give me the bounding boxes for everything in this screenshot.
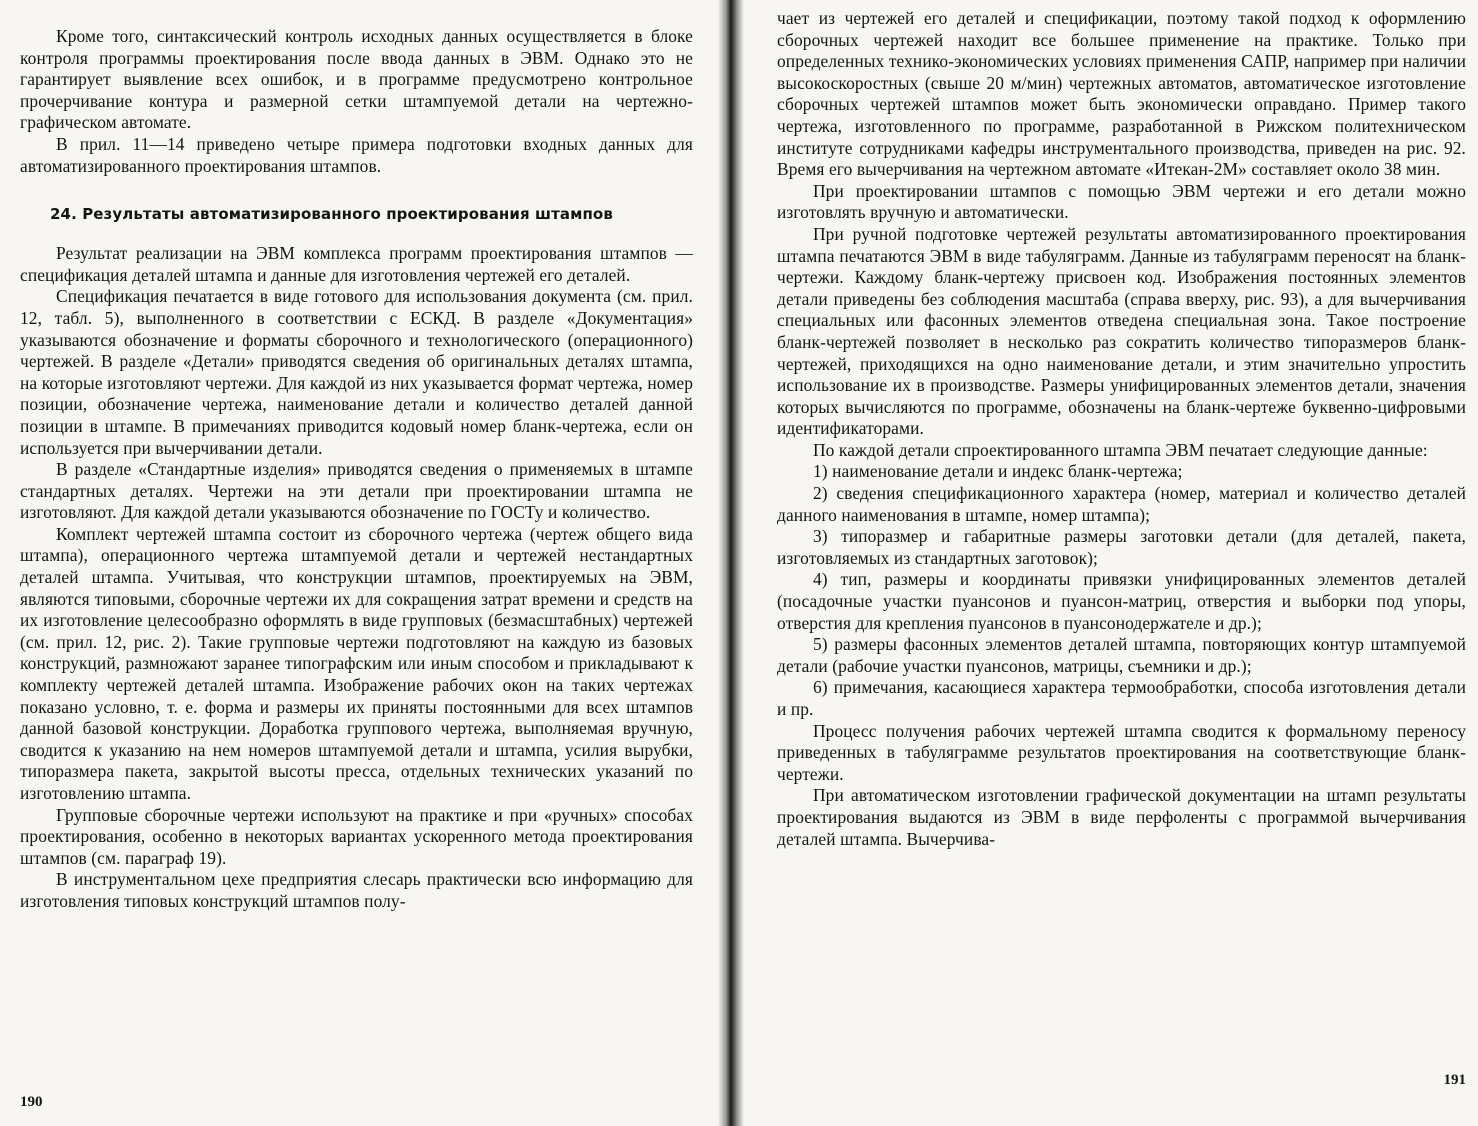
paragraph: Процесс получения рабочих чертежей штампа сводится к формальному переносу приведенных в табуляграмме результатов проектирования на соответствующие бланк-чертежи.: [777, 720, 1466, 784]
page-number: 190: [20, 1094, 43, 1110]
section-heading: 24. Результаты автоматизированного проектирования штампов: [50, 205, 613, 224]
paragraph: В разделе «Стандартные изделия» приводятся сведения о применяемых в штампе стандартных деталях. Чертежи на эти детали при проектировании штампа не изготовляют. Для каждой детали указываются обозначение по ГОСТу и количество.: [20, 459, 693, 523]
paragraph: В прил. 11—14 приведено четыре примера подготовки входных данных для автоматизированного проектирования штампов.: [20, 133, 693, 176]
list-item: 4) тип, размеры и координаты привязки унифицированных элементов деталей (посадочные участки пуансонов и пуансон-матриц, отверстия и выборки под упоры, отверстия для крепления пуансонов в пуансонодержателе и др.);: [777, 569, 1466, 633]
paragraph: Кроме того, синтаксический контроль исходных данных осуществляется в блоке контроля программы проектирования после ввода данных в ЭВМ. Однако это не гарантирует выявление всех ошибок, и в программе предусмотрено контрольное прочерчивание контура и размерной сетки штампуемой детали на чертежно-графическом автомате.: [20, 26, 693, 133]
paragraph: При ручной подготовке чертежей результаты автоматизированного проектирования штампа печатаются ЭВМ в виде табуляграмм. Данные из табуляграмм переносят на бланк-чертежи. Каждому бланк-чертежу присвоен код. Изображения постоянных элементов детали приведены без соблюдения масштаба (справа вверху, рис. 93), а для вычерчивания специальных или фасонных элементов отведена специальная зона. Такое построение бланк-чертежей позволяет в несколько раз сократить количество типоразмеров бланк-чертежей, приходящихся на одно наименование детали, и этим значительно упростить использование их в производстве. Размеры унифицированных элементов детали, значения которых вычисляются по программе, обозначены на бланк-чертеже буквенно-цифровыми идентификаторами.: [777, 223, 1466, 439]
paragraph: чает из чертежей его деталей и спецификации, поэтому такой подход к оформлению сборочных чертежей находит все большее применение на практике. Только при определенных технико-экономических условиях применения САПР, например при наличии высокоскоростных (свыше 20 м/мин) чертежных автоматов, автоматическое изготовление сборочных чертежей штампов может быть экономически оправдано. Пример такого чертежа, изготовленного по программе, разработанной в Рижском политехническом институте сотрудниками кафедры инструментального производства, приведен на рис. 92. Время его вычерчивания на чертежном автомате «Итекан-2М» составляет около 38 мин.: [777, 8, 1466, 180]
page-number: 191: [1443, 1072, 1466, 1088]
book-gutter: [718, 0, 744, 1126]
list-item: 5) размеры фасонных элементов деталей штампа, повторяющих контур штампуемой детали (рабочие участки пуансонов, матрицы, съемники и др.);: [777, 634, 1466, 676]
paragraph: При автоматическом изготовлении графической документации на штамп результаты проектирования выдаются из ЭВМ в виде перфоленты с программой вычерчивания деталей штампа. Вычерчива-: [777, 785, 1466, 849]
paragraph: В инструментальном цехе предприятия слесарь практически всю информацию для изготовления типовых конструкций штампов полу-: [20, 869, 693, 911]
paragraph: Результат реализации на ЭВМ комплекса программ проектирования штампов — спецификация деталей штампа и данные для изготовления чертежей его деталей.: [20, 243, 693, 285]
paragraph: Спецификация печатается в виде готового для использования документа (см. прил. 12, табл. 5), выполненного в соответствии с ЕСКД. В разделе «Документация» указываются обозначение и форматы сборочного и технологического (операционного) чертежей. В разделе «Детали» приводятся сведения об оригинальных деталях штампа, на которые изготовляют чертежи. Для каждой из них указывается формат чертежа, номер позиции, обозначение чертежа, наименование детали и количество деталей данной позиции в штампе. В примечаниях приводится кодовый номер бланк-чертежа, если он используется при вычерчивании детали.: [20, 286, 693, 458]
paragraph: Комплект чертежей штампа состоит из сборочного чертежа (чертеж общего вида штампа), операционного чертежа штампуемой детали и чертежей нестандартных деталей штампа. Учитывая, что конструкции штампов, проектируемых на ЭВМ, являются типовыми, сборочные чертежи их для сокращения затрат времени и средств на их изготовление целесообразно оформлять в виде групповых (безмасштабных) чертежей (см. прил. 12, рис. 2). Такие групповые чертежи подготовляют на каждую из базовых конструкций, размножают заранее типографским или иным способом и прикладывают к комплекту чертежей деталей штампа. Изображение рабочих окон на таких чертежах показано условно, т. е. форма и размеры их приняты постоянными для всех штампов данной базовой конструкции. Доработка группового чертежа, выполняемая вручную, сводится к указанию на нем номеров штампуемой детали и штампа, усилия вырубки, типоразмера пакета, закрытой высоты пресса, отдельных технических указаний по изготовлению штампа.: [20, 523, 693, 803]
left-page: [0, 0, 737, 1126]
list-item: 6) примечания, касающиеся характера термообработки, способа изготовления детали и пр.: [777, 677, 1466, 719]
right-page: [737, 0, 1478, 1126]
list-item: 3) типоразмер и габаритные размеры заготовки детали (для деталей, пакета, изготовляемых из стандартных заготовок);: [777, 526, 1466, 568]
paragraph: При проектировании штампов с помощью ЭВМ чертежи и его детали можно изготовлять вручную и автоматически.: [777, 180, 1466, 223]
paragraph: По каждой детали спроектированного штампа ЭВМ печатает следующие данные:: [813, 439, 1428, 460]
list-item: 2) сведения спецификационного характера (номер, материал и количество деталей данного наименования в штампе, номер штампа);: [777, 483, 1466, 525]
paragraph: Групповые сборочные чертежи используют на практике и при «ручных» способах проектирования, особенно в некоторых вариантах ускоренного метода проектирования штампов (см. параграф 19).: [20, 804, 693, 868]
list-item: 1) наименование детали и индекс бланк-чертежа;: [813, 461, 1183, 482]
